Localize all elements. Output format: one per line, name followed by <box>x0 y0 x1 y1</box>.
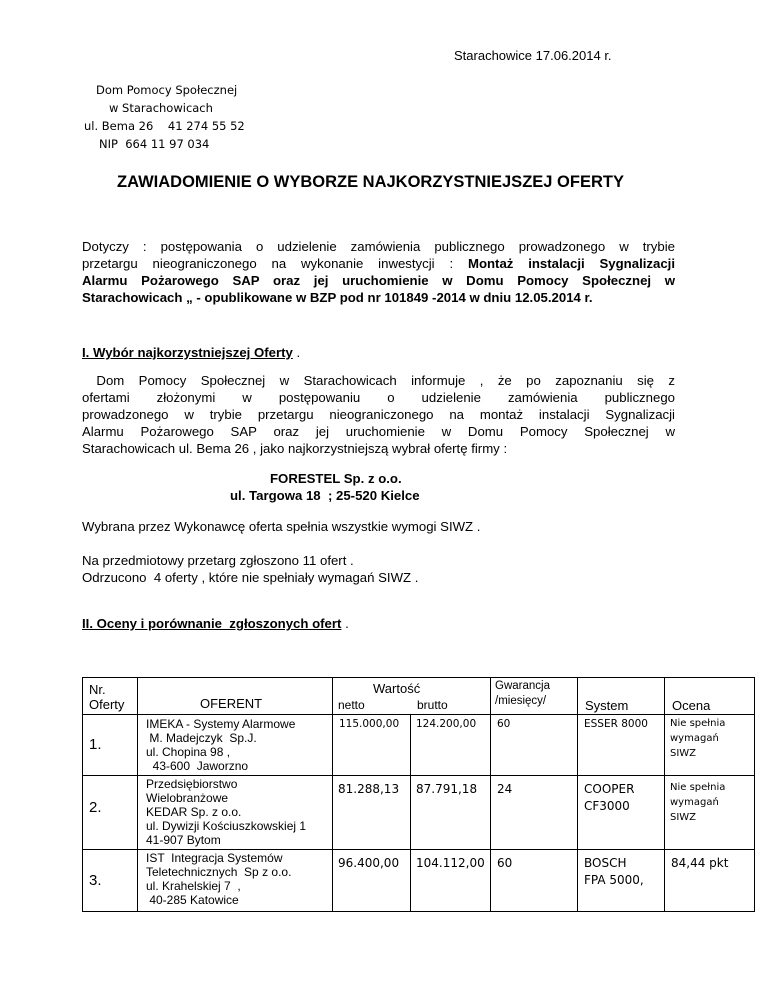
requirements-note: Wybrana przez Wykonawcę oferta spełnia wszystkie wymogi SIWZ . <box>82 519 481 534</box>
intro-line-4: Starachowicach „ - opublikowane w BZP pod nr 101849 -2014 w dniu 12.05.2014 r. <box>82 290 593 305</box>
row-gwarancja: 60 <box>497 856 513 870</box>
header-netto: netto <box>338 698 365 712</box>
row-system: ESSER 8000 <box>584 718 648 730</box>
row-nr: 2. <box>89 799 102 816</box>
org-name: Dom Pomocy Społecznej <box>96 83 238 97</box>
row-nr: 3. <box>89 872 102 889</box>
header-gwarancja: Gwarancja <box>495 680 550 692</box>
header-wartosc-cell <box>333 678 491 715</box>
header-ocena-cell <box>665 678 755 715</box>
header-wartosc: Wartość <box>373 681 421 696</box>
row-gwarancja: 60 <box>497 718 511 730</box>
header-gwarancja-cell <box>491 678 578 715</box>
intro-line-2-plain: przetargu nieograniczonego na wykonanie inwestycji : <box>82 256 468 271</box>
section-1-line-3: prowadzonego w trybie przetargu nieograniczonego na montaż instalacji Sygnalizacji <box>82 407 675 422</box>
row-netto: 115.000,00 <box>339 718 400 730</box>
row-brutto: 87.791,18 <box>416 782 478 796</box>
row-gwarancja: 24 <box>497 782 513 796</box>
intro-line-2-bold: Montaż instalacji Sygnalizacji <box>467 256 675 271</box>
table-header-row <box>83 678 755 715</box>
row-brutto: 104.112,00 <box>416 856 485 870</box>
table-row: 3. IST Integracja Systemów Teletechnicznych Sp z o.o. ul. Krahelskiej 7 , 40-285 Katowice 96.400,00 104.112,00 60 BOSCH FPA 5000, 84,44 pkt <box>83 850 755 912</box>
section-2-heading-suffix: . <box>341 616 349 631</box>
offers-submitted: Na przedmiotowy przetarg zgłoszono 11 ofert . <box>82 553 354 568</box>
row-nr: 1. <box>89 736 102 753</box>
intro-line-2 <box>82 256 675 271</box>
offers-table <box>82 677 755 912</box>
row-netto: 81.288,13 <box>338 782 400 796</box>
section-1-heading <box>82 345 300 360</box>
winner-name: FORESTEL Sp. z o.o. <box>270 471 402 486</box>
header-system-cell <box>578 678 665 715</box>
row-netto: 96.400,00 <box>338 856 400 870</box>
header-oferent-cell <box>138 678 333 715</box>
header-system: System <box>585 698 629 713</box>
table-row: 2. Przedsiębiorstwo Wielobranżowe KEDAR Sp. z o.o. ul. Dywizji Kościuszkowskiej 1 41-907 Bytom 81.288,13 87.791,18 24 COOPER CF3000 Nie spełnia wymagań SIWZ <box>83 776 755 850</box>
section-2-heading-text: II. Oceny i porównanie zgłoszonych ofert <box>82 616 342 631</box>
header-brutto: brutto <box>417 698 448 712</box>
section-1-line-4: Alarmu Pożarowego SAP oraz jej uruchomienie w Domu Pomocy Społecznej w <box>82 424 675 439</box>
row-brutto: 124.200,00 <box>416 718 477 730</box>
section-1-line-1: Dom Pomocy Społecznej w Starachowicach informuje , że po zapoznaniu się z <box>82 373 675 388</box>
header-ocena: Ocena <box>672 698 711 713</box>
place-date: Starachowice 17.06.2014 r. <box>454 48 612 63</box>
section-1-line-2: ofertami złożonymi w postępowaniu o udzielenie zamówienia publicznego <box>82 390 675 405</box>
header-nr: Nr. <box>89 682 106 697</box>
header-miesiecy: /miesięcy/ <box>495 695 547 707</box>
header-oferent: OFERENT <box>200 696 263 711</box>
org-city: w Starachowicach <box>109 101 213 115</box>
document-title: ZAWIADOMIENIE O WYBORZE NAJKORZYSTNIEJSZEJ OFERTY <box>117 173 624 191</box>
org-nip: NIP 664 11 97 034 <box>99 137 210 151</box>
section-1-heading-text: I. Wybór najkorzystniejszej Oferty <box>82 345 293 360</box>
intro-line-3: Alarmu Pożarowego SAP oraz jej uruchomienie w Domu Pomocy Społecznej w <box>82 273 675 288</box>
section-1-heading-suffix: . <box>292 345 301 360</box>
table-row: 1. IMEKA - Systemy Alarmowe M. Madejczyk Sp.J. ul. Chopina 98 , 43-600 Jaworzno 115.000,00 124.200,00 60 ESSER 8000 Nie spełnia wymagań SIWZ <box>83 715 755 776</box>
intro-line-1: Dotyczy : postępowania o udzielenie zamówienia publicznego prowadzonego w trybie <box>82 239 675 254</box>
row-ocena: 84,44 pkt <box>671 856 729 870</box>
section-2-heading <box>82 616 349 631</box>
header-oferty: Oferty <box>89 697 125 712</box>
header-nr-cell <box>83 678 138 715</box>
org-address-phone: ul. Bema 26 41 274 55 52 <box>84 119 245 133</box>
winner-address: ul. Targowa 18 ; 25-520 Kielce <box>230 488 420 503</box>
section-1-line-5: Starachowicach ul. Bema 26 , jako najkorzystniejszą wybrał ofertę firmy : <box>82 441 508 456</box>
offers-rejected: Odrzucono 4 oferty , które nie spełniały wymagań SIWZ . <box>82 570 419 585</box>
